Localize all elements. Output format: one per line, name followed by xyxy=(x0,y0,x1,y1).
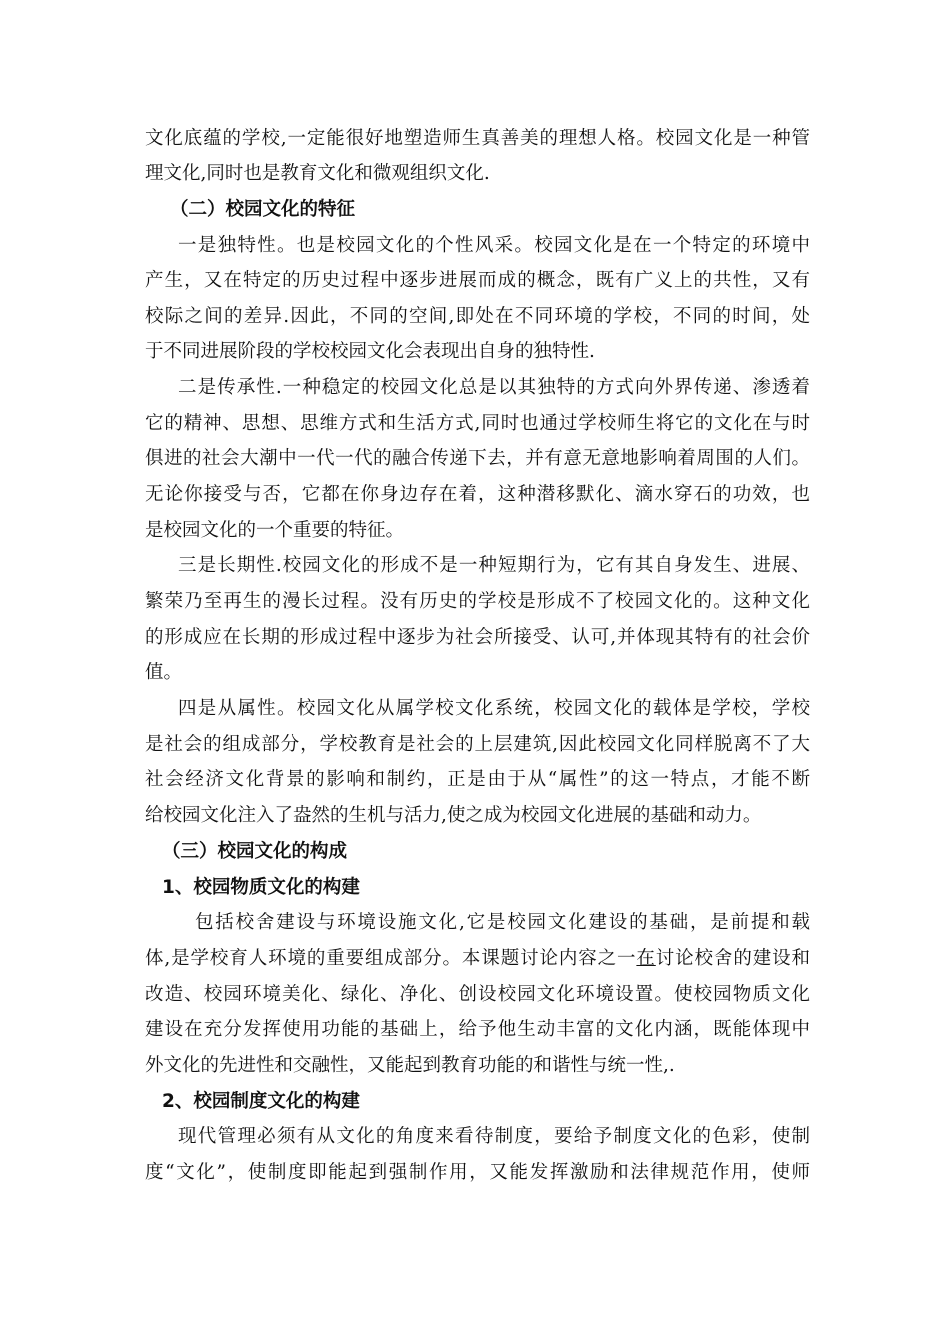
paragraph-line: 一是独特性。也是校园文化的个性风采。校园文化是在一个特定的环境中 xyxy=(178,235,810,256)
paragraph-line: 值。 xyxy=(145,662,183,683)
paragraph-line: 外文化的先进性和交融性，又能起到教育功能的和谐性与统一性,. xyxy=(145,1055,675,1076)
section-heading: （三）校园文化的构成 xyxy=(162,841,348,862)
paragraph-line: 现代管理必须有从文化的角度来看待制度，要给予制度文化的色彩，使制 xyxy=(178,1126,810,1147)
paragraph-line: 三是长期性.校园文化的形成不是一种短期行为，它有其自身发生、进展、 xyxy=(178,555,810,576)
paragraph-line: 二是传承性.一种稳定的校园文化总是以其独特的方式向外界传递、渗透着 xyxy=(178,377,810,398)
underlined-word: 在 xyxy=(636,948,656,969)
paragraph-line xyxy=(145,946,810,972)
paragraph-line: 四是从属性。校园文化从属学校文化系统，校园文化的载体是学校，学校 xyxy=(178,698,810,719)
paragraph-line: 它的精神、思想、思维方式和生活方式,同时也通过学校师生将它的文化在与时 xyxy=(145,413,810,434)
paragraph-line: 包括校舍建设与环境设施文化,它是校园文化建设的基础，是前提和载 xyxy=(195,912,810,933)
paragraph-line: 的形成应在长期的形成过程中逐步为社会所接受、认可,并体现其特有的社会价 xyxy=(145,627,810,648)
line-text: 体,是学校育人环境的重要组成部分。本课题讨论内容之一 xyxy=(145,948,637,969)
paragraph-line: 于不同进展阶段的学校校园文化会表现出自身的独特性. xyxy=(145,341,595,362)
paragraph-line: 度“文化”，使制度即能起到强制作用，又能发挥激励和法律规范作用，使师 xyxy=(145,1162,810,1183)
subsection-heading: 1、校园物质文化的构建 xyxy=(162,877,360,898)
paragraph-line: 无论你接受与否，它都在你身边存在着，这种潜移默化、滴水穿石的功效，也 xyxy=(145,484,810,505)
paragraph-line: 产生，又在特定的历史过程中逐步进展而成的概念，既有广义上的共性，又有 xyxy=(145,270,810,291)
paragraph-line: 社会经济文化背景的影响和制约，正是由于从“属性”的这一特点，才能不断 xyxy=(145,769,810,790)
paragraph-line: 俱进的社会大潮中一代一代的融合传递下去，并有意无意地影响着周围的人们。 xyxy=(145,448,810,469)
paragraph-line: 建设在充分发挥使用功能的基础上，给予他生动丰富的文化内涵，既能体现中 xyxy=(145,1019,810,1040)
paragraph-line: 校际之间的差异.因此，不同的空间,即处在不同环境的学校，不同的时间，处 xyxy=(145,306,810,327)
paragraph-line: 是社会的组成部分，学校教育是社会的上层建筑,因此校园文化同样脱离不了大 xyxy=(145,734,810,755)
paragraph-line: 文化底蕴的学校,一定能很好地塑造师生真善美的理想人格。校园文化是一种管 xyxy=(145,128,810,149)
paragraph-line: 改造、校园环境美化、绿化、净化、创设校园文化环境设置。使校园物质文化 xyxy=(145,984,810,1005)
section-heading: （二）校园文化的特征 xyxy=(170,199,356,220)
subsection-heading: 2、校园制度文化的构建 xyxy=(162,1091,360,1112)
paragraph-line: 是校园文化的一个重要的特征。 xyxy=(145,520,405,541)
paragraph-line: 繁荣乃至再生的漫长过程。没有历史的学校是形成不了校园文化的。这种文化 xyxy=(145,591,810,612)
paragraph-line: 理文化,同时也是教育文化和微观组织文化. xyxy=(145,163,490,184)
paragraph-line: 给校园文化注入了盎然的生机与活力,使之成为校园文化进展的基础和动力。 xyxy=(145,805,762,826)
line-text: 讨论校舍的建设和 xyxy=(655,948,810,969)
